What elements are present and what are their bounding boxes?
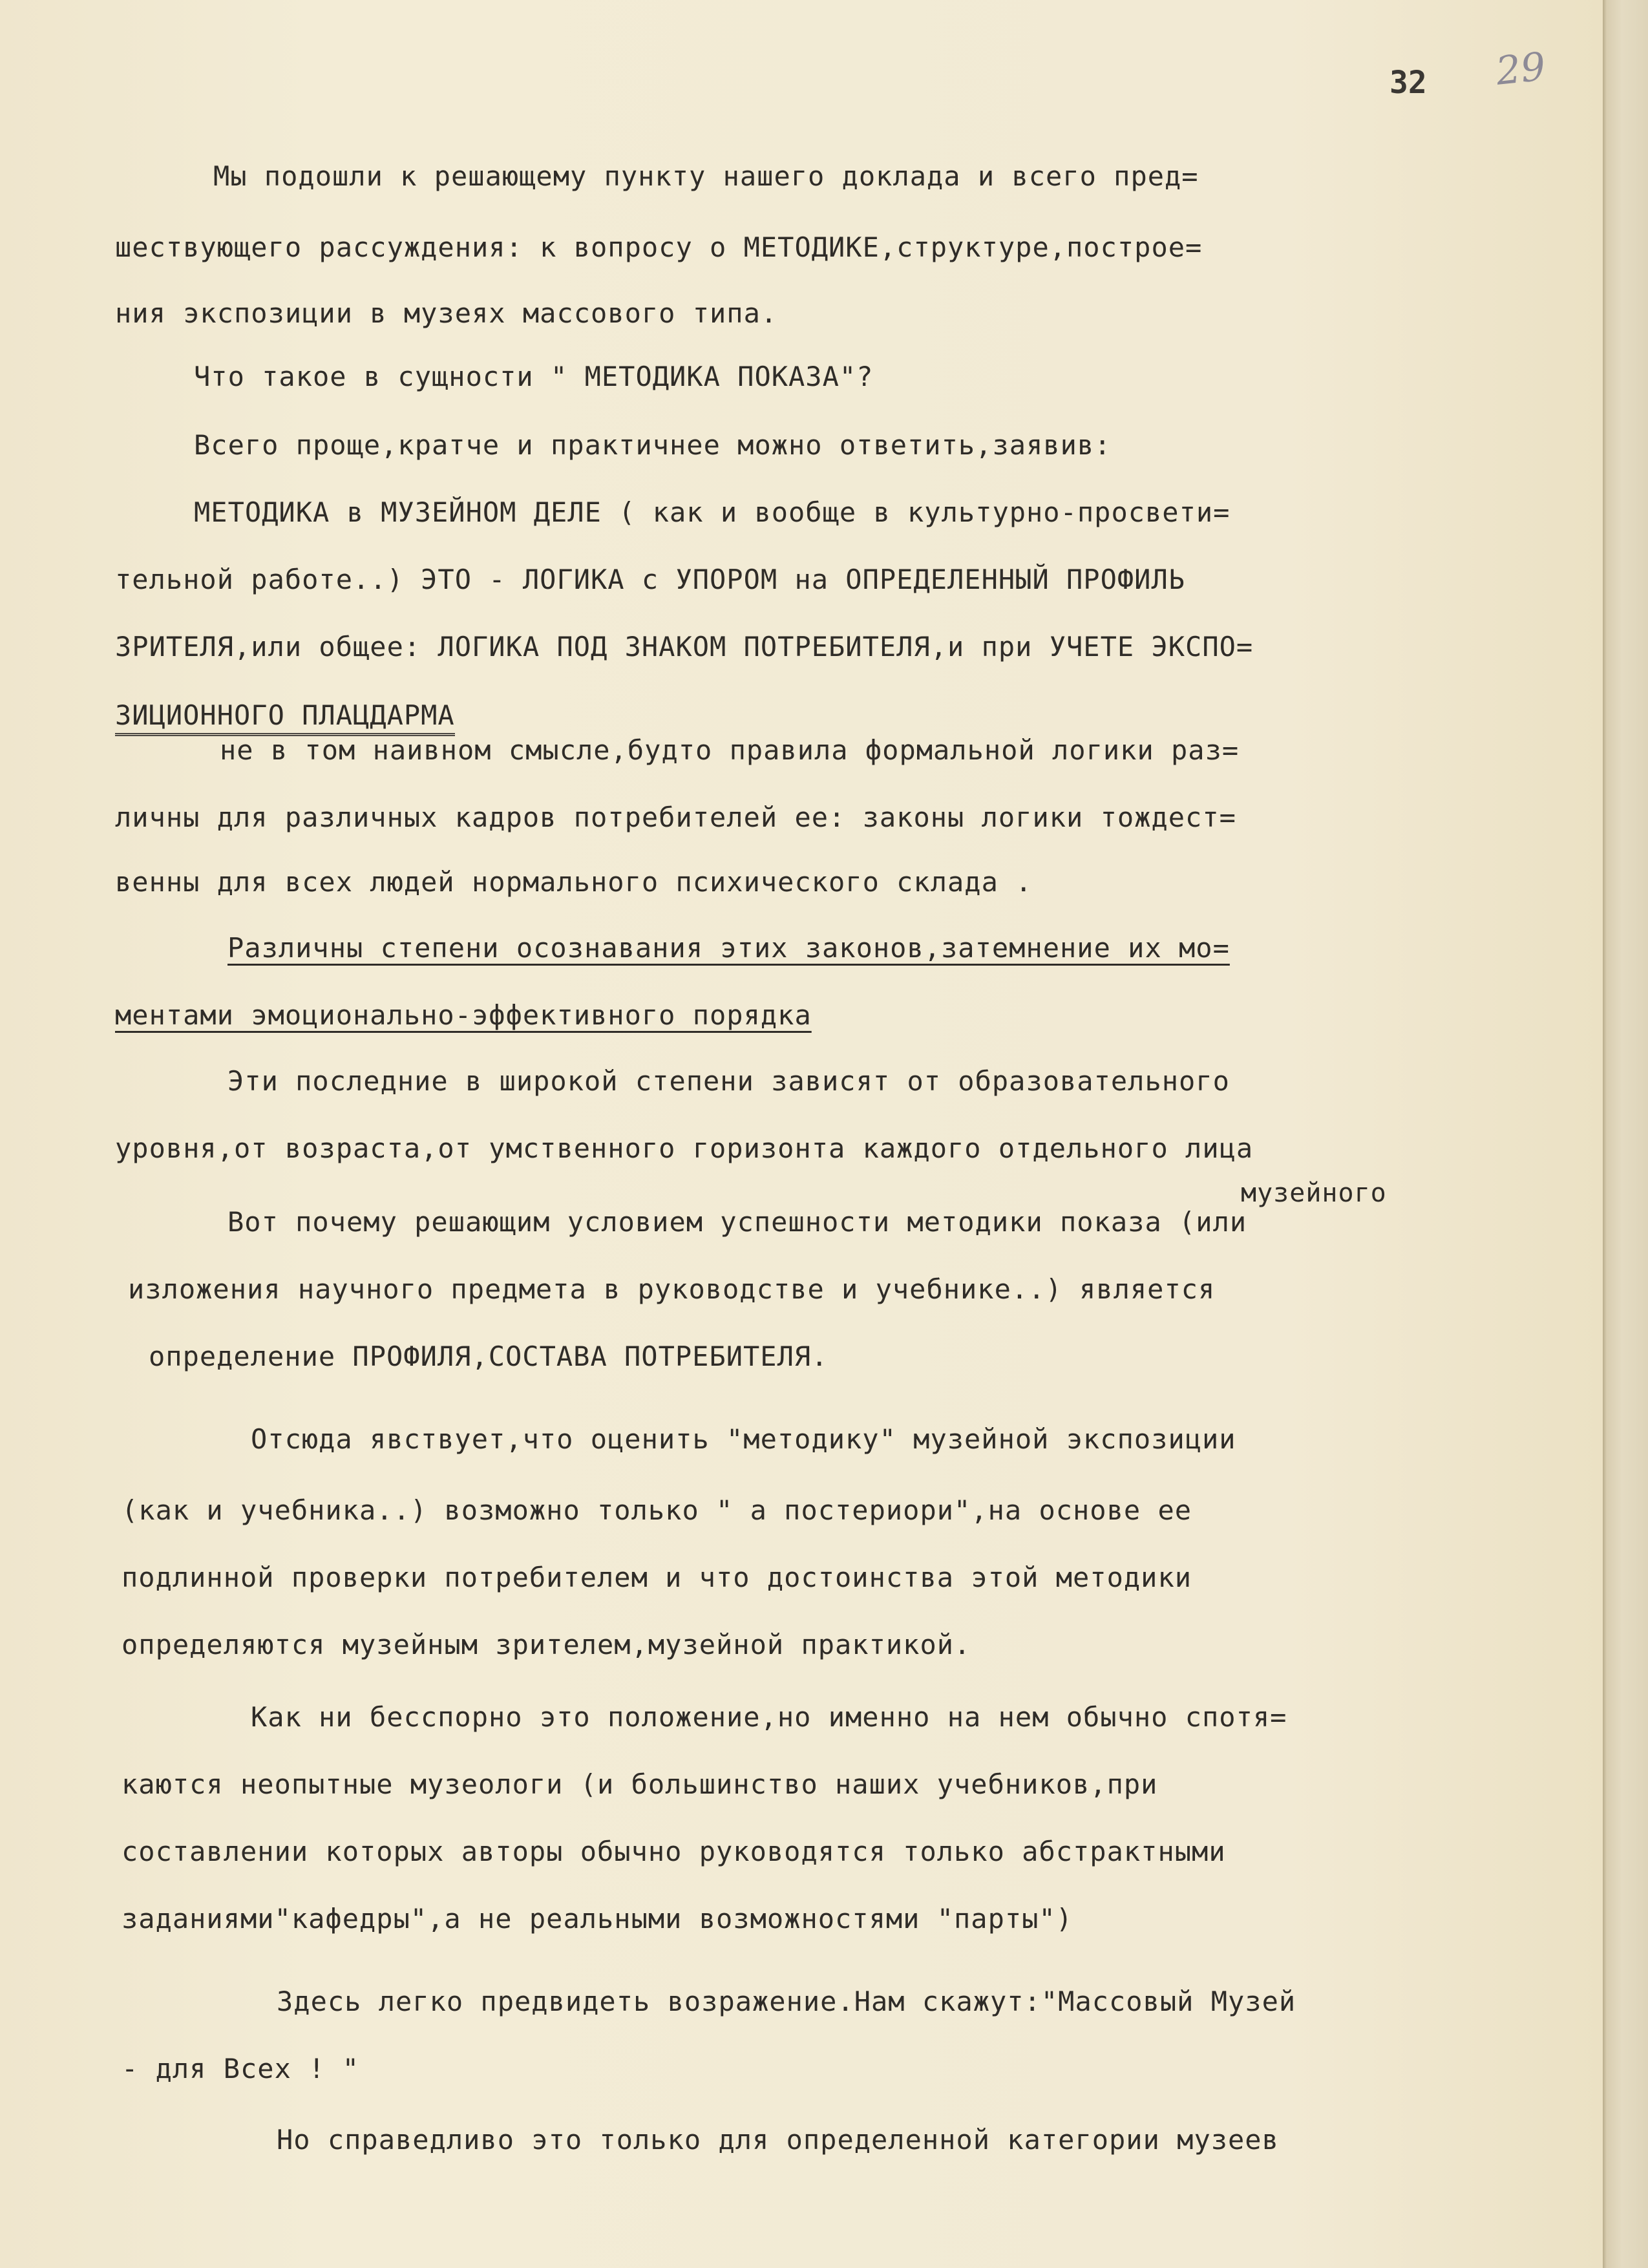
text-line: составлении которых авторы обычно руководятся только абстрактными	[121, 1836, 1226, 1867]
text-line: заданиями"кафедры",а не реальными возможностями "парты")	[121, 1903, 1073, 1934]
text-line: Эти последние в широкой степени зависят от образовательного	[227, 1065, 1230, 1097]
text-line: Но справедливо это только для определенной категории музеев	[277, 2124, 1279, 2156]
text-line-underlined: Различны степени осознавания этих законов,затемнение их мо=	[227, 932, 1230, 964]
page-number: 32	[1389, 65, 1427, 101]
text-line: ЗИЦИОННОГО ПЛАЦДАРМА	[115, 702, 455, 736]
text-line: Всего проще,кратче и практичнее можно ответить,заявив:	[194, 429, 1112, 461]
text-line: Как ни бесспорно это положение,но именно на нем обычно спотя=	[251, 1701, 1287, 1733]
paper-edge	[1603, 0, 1648, 2268]
inserted-word: музейного	[1241, 1178, 1387, 1208]
text-line: венны для всех людей нормального психического склада .	[115, 866, 1033, 898]
text-line: Мы подошли к решающему пункту нашего доклада и всего пред=	[213, 160, 1199, 192]
text-line: Здесь легко предвидеть возражение.Нам скажут:"Массовый Музей	[277, 1986, 1296, 2017]
text-line-underlined: ментами эмоционально-эффективного порядка	[115, 999, 812, 1031]
handwritten-page-number: 29	[1494, 44, 1548, 94]
text-line: определяются музейным зрителем,музейной практикой.	[121, 1629, 971, 1660]
text-line: тельной работе..) ЭТО - ЛОГИКА с УПОРОМ на ОПРЕДЕЛЕННЫЙ ПРОФИЛЬ	[115, 564, 1186, 595]
text-line: Вот почему решающим условием успешности методики показа (или	[227, 1206, 1247, 1238]
text-line: ЗРИТЕЛЯ,или общее: ЛОГИКА ПОД ЗНАКОМ ПОТРЕБИТЕЛЯ,и при УЧЕТЕ ЭКСПО=	[115, 631, 1254, 662]
text-line: Отсюда явствует,что оценить "методику" музейной экспозиции	[251, 1423, 1236, 1455]
text-line: не в том наивном смысле,будто правила формальной логики раз=	[220, 734, 1240, 766]
text-line: (как и учебника..) возможно только " а постериори",на основе ее	[121, 1494, 1192, 1526]
text-line: личны для различных кадров потребителей ее: законы логики тождест=	[115, 801, 1236, 833]
text-line: Что такое в сущности " МЕТОДИКА ПОКАЗА"?	[194, 361, 874, 392]
text-line: определение ПРОФИЛЯ,СОСТАВА ПОТРЕБИТЕЛЯ.	[149, 1341, 829, 1372]
text-line: изложения научного предмета в руководстве и учебнике..) является	[128, 1273, 1216, 1305]
text-line: подлинной проверки потребителем и что достоинства этой методики	[121, 1562, 1192, 1593]
text-line: каются неопытные музеологи (и большинство наших учебников,при	[121, 1768, 1158, 1800]
text-line: ния экспозиции в музеях массового типа.	[115, 297, 778, 329]
text-line: МЕТОДИКА в МУЗЕЙНОМ ДЕЛЕ ( как и вообще в культурно-просвети=	[194, 496, 1231, 528]
text-line: шествующего рассуждения: к вопросу о МЕТОДИКЕ,структуре,построе=	[115, 231, 1203, 263]
text-line: уровня,от возраста,от умственного горизонта каждого отдельного лица	[115, 1132, 1254, 1164]
text-line: - для Всех ! "	[121, 2053, 360, 2084]
